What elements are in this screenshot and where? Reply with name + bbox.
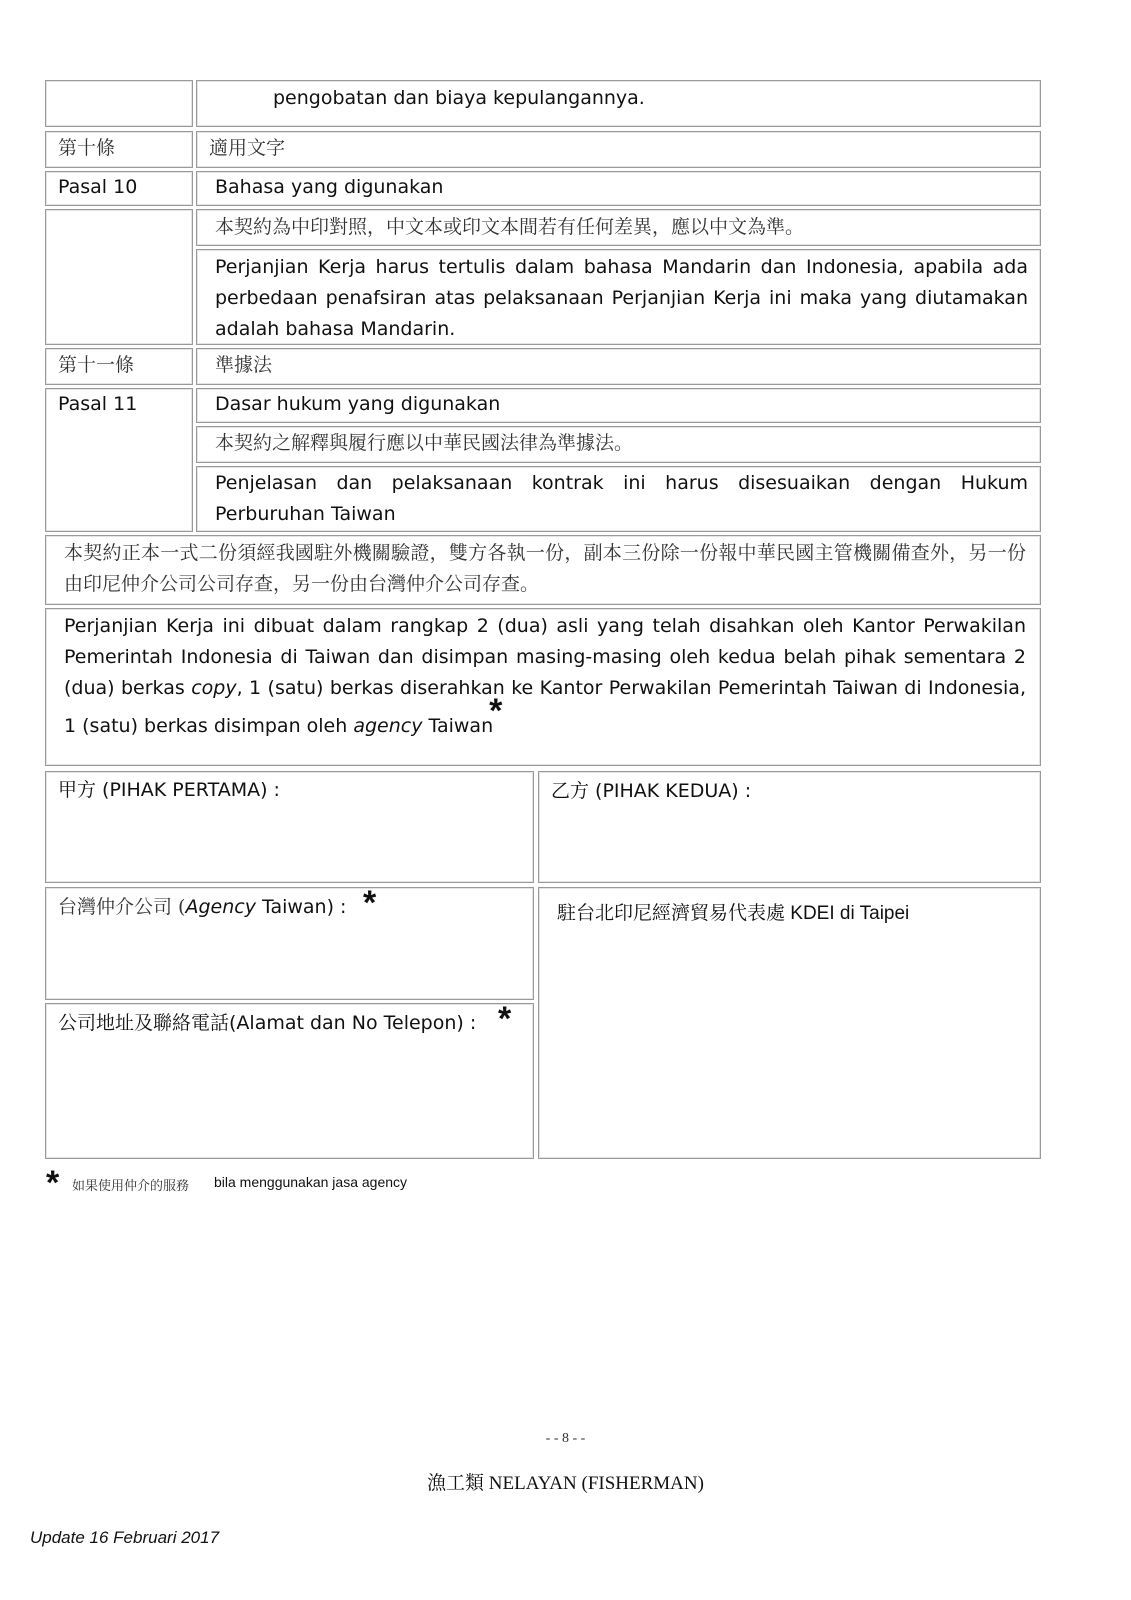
kdei-label: 駐台北印尼經濟貿易代表處 KDEI di Taipei	[557, 903, 910, 924]
closing-asterisk: *	[489, 692, 503, 730]
article11-title-zh: 準據法	[215, 354, 273, 376]
closing-zh: 本契約正本一式二份須經我國駐外機關驗證，雙方各執一份，副本三份除一份報中華民國主管機關備查外，另一份由印尼仲介公司公司存查，另一份由台灣仲介公司存查。	[64, 542, 1026, 595]
party-two-cell	[538, 771, 1041, 883]
closing-zh-cell	[45, 535, 1041, 605]
article11-body-id-cell	[196, 466, 1041, 532]
closing-id-part1: Perjanjian Kerja ini dibuat dalam rangkap 2 (dua) asli yang telah disahkan oleh Kantor Perwakilan Pemerintah Indonesia di Taiwan dan disimpan masing-masing oleh kedua belah pihak sementara 2 (dua) berkas	[64, 615, 1026, 699]
article10-body-id-cell	[196, 249, 1041, 345]
agency-taiwan-label	[58, 892, 346, 923]
left-empty-cell-10	[45, 209, 193, 345]
article11-title-id-cell	[196, 388, 1041, 423]
page-number: - - 8 - -	[545, 1431, 586, 1446]
party-one-label: 甲方 (PIHAK PERTAMA) :	[58, 779, 280, 801]
article11-title-zh-cell	[196, 348, 1041, 385]
article10-id: Pasal 10	[58, 176, 138, 198]
update-date: Update 16 Februari 2017	[30, 1528, 220, 1547]
agency-zh: 台灣仲介公司 (	[58, 896, 186, 918]
article11-body-zh: 本契約之解釋與履行應以中華民國法律為準據法。	[215, 432, 634, 454]
address-cell	[45, 1000, 534, 1159]
closing-id-agency: agency	[353, 715, 423, 737]
address-label: 公司地址及聯絡電話(Alamat dan No Telepon) :	[58, 1012, 477, 1034]
article11-id-cell	[45, 388, 193, 532]
article10-zh-cell	[45, 131, 193, 168]
closing-id-part3: Taiwan	[422, 715, 494, 737]
footnote-zh: 如果使用仲介的服務	[72, 1178, 190, 1193]
prev-clause-text: pengobatan dan biaya kepulangannya.	[273, 87, 645, 109]
article10-zh: 第十條	[58, 137, 116, 159]
article10-body-id: Perjanjian Kerja harus tertulis dalam bahasa Mandarin dan Indonesia, apabila ada perbedaan penafsiran atas pelaksanaan Perjanjian Kerja ini maka yang diutamakan adalah bahasa Mandarin.	[215, 256, 1028, 340]
article10-body-zh-cell	[196, 209, 1041, 246]
closing-id	[64, 611, 1026, 742]
article10-title-zh: 適用文字	[209, 137, 286, 159]
article10-title-zh-cell	[196, 131, 1041, 168]
article11-id: Pasal 11	[58, 393, 138, 415]
closing-id-copy: copy	[191, 677, 237, 699]
closing-id-part2: , 1 (satu) berkas diserahkan ke Kantor Perwakilan Pemerintah Taiwan di Indonesia, 1 (satu) berkas disimpan oleh	[64, 677, 1026, 737]
article10-body-zh: 本契約為中印對照，中文本或印文本間若有任何差異，應以中文為準。	[215, 216, 805, 238]
closing-id-cell	[45, 608, 1041, 766]
footnote-id: bila menggunakan jasa agency	[214, 1174, 408, 1190]
agency-word: Agency	[185, 896, 256, 918]
prev-clause-cell	[196, 80, 1041, 127]
agency-taiwan-cell	[45, 884, 534, 1000]
party-one-cell	[45, 771, 534, 883]
agency-rest: Taiwan) :	[255, 896, 347, 918]
footnote-asterisk: *	[46, 1164, 60, 1202]
party-two-label: 乙方 (PIHAK KEDUA) :	[551, 780, 752, 802]
agency-asterisk: *	[363, 884, 377, 922]
article11-body-zh-cell	[196, 426, 1041, 463]
address-asterisk: *	[498, 1000, 512, 1038]
article11-title-id: Dasar hukum yang digunakan	[215, 393, 501, 415]
article11-zh-cell	[45, 348, 193, 385]
left-empty-cell-top	[45, 80, 193, 127]
document-category: 漁工類 NELAYAN (FISHERMAN)	[427, 1473, 704, 1494]
article11-body-id: Penjelasan dan pelaksanaan kontrak ini harus disesuaikan dengan Hukum Perburuhan Taiwan	[215, 472, 1028, 525]
article10-title-id: Bahasa yang digunakan	[215, 176, 444, 198]
article10-id-cell	[45, 171, 193, 206]
kdei-cell	[538, 887, 1041, 1159]
article10-title-id-cell	[196, 171, 1041, 206]
article11-zh: 第十一條	[58, 354, 135, 376]
